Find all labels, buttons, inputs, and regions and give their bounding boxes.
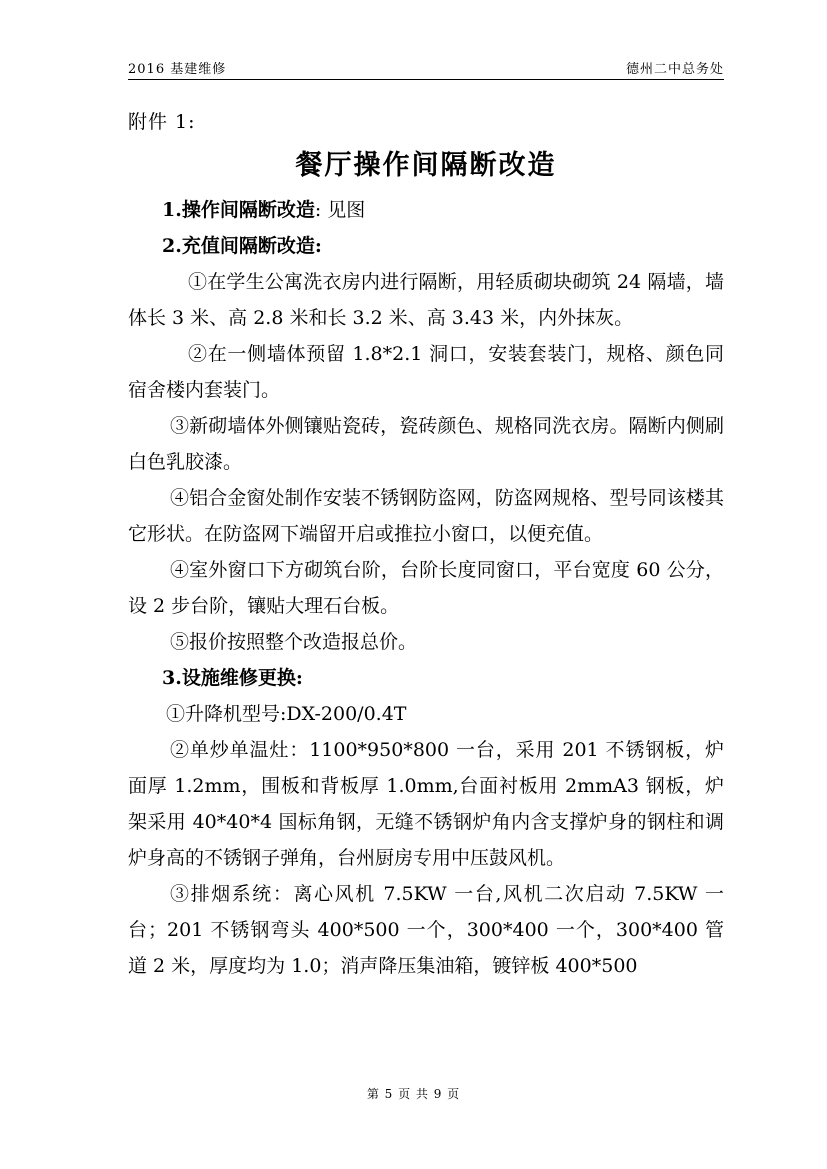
- section-1-colon: :: [314, 199, 322, 221]
- header-right-text: 德州二中总务处: [625, 62, 724, 77]
- section-3-heading: 3.设施维修更换:: [162, 667, 303, 689]
- section-2-item-4: ④铝合金窗处制作安装不锈钢防盗网，防盗网规格、型号同该楼其它形状。在防盗网下端留开启或推拉小窗口，以便充值。: [128, 487, 724, 545]
- attachment-label: 附件 1:: [128, 111, 196, 133]
- section-3-item-2: ②单炒单温灶：1100*950*800 一台，采用 201 不锈钢板，炉面厚 1.2mm，围板和背板厚 1.0mm,台面衬板用 2mmA3 钢板，炉架采用 40*40*4 国标角钢，无缝不锈钢炉角内含支撑炉身的钢柱和调炉身高的不锈钢子弹角，台州厨房专用中压鼓风机。: [128, 739, 724, 869]
- section-2-heading: 2.充值间隔断改造:: [162, 235, 322, 257]
- section-3-item-1: ①升降机型号:DX-200/0.4T: [166, 703, 407, 725]
- page-footer: 第 5 页 共 9 页: [366, 1087, 461, 1101]
- section-2-item-5: ④室外窗口下方砌筑台阶，台阶长度同窗口，平台宽度 60 公分，设 2 步台阶，镶贴大理石台板。: [128, 559, 724, 617]
- section-2-item-2: ②在一侧墙体预留 1.8*2.1 洞口，安装套装门，规格、颜色同宿舍楼内套装门。: [128, 343, 724, 401]
- section-1-heading: 1.操作间隔断改造: [162, 199, 315, 221]
- section-1-text: 见图: [321, 199, 366, 221]
- section-2-item-1: ①在学生公寓洗衣房内进行隔断，用轻质砌块砌筑 24 隔墙，墙体长 3 米、高 2.8 米和长 3.2 米、高 3.43 米，内外抹灰。: [128, 271, 724, 329]
- section-1: [128, 192, 724, 228]
- header-divider: [128, 79, 724, 80]
- section-2-item-6: ⑤报价按照整个改造报总价。: [170, 631, 418, 653]
- section-2-item-3: ③新砌墙体外侧镶贴瓷砖，瓷砖颜色、规格同洗衣房。隔断内侧刷白色乳胶漆。: [128, 415, 724, 473]
- header-left-text: 2016 基建维修: [128, 62, 227, 77]
- document-body: [128, 104, 724, 984]
- section-3-item-3: ③排烟系统：离心风机 7.5KW 一台,风机二次启动 7.5KW 一台；201 不锈钢弯头 400*500 一个，300*400 一个，300*400 管道 2 米，厚度均为 1.0；消声降压集油箱，镀锌板 400*500: [128, 883, 724, 977]
- page-header: [128, 58, 724, 80]
- document-title: 餐厅操作间隔断改造: [295, 150, 557, 181]
